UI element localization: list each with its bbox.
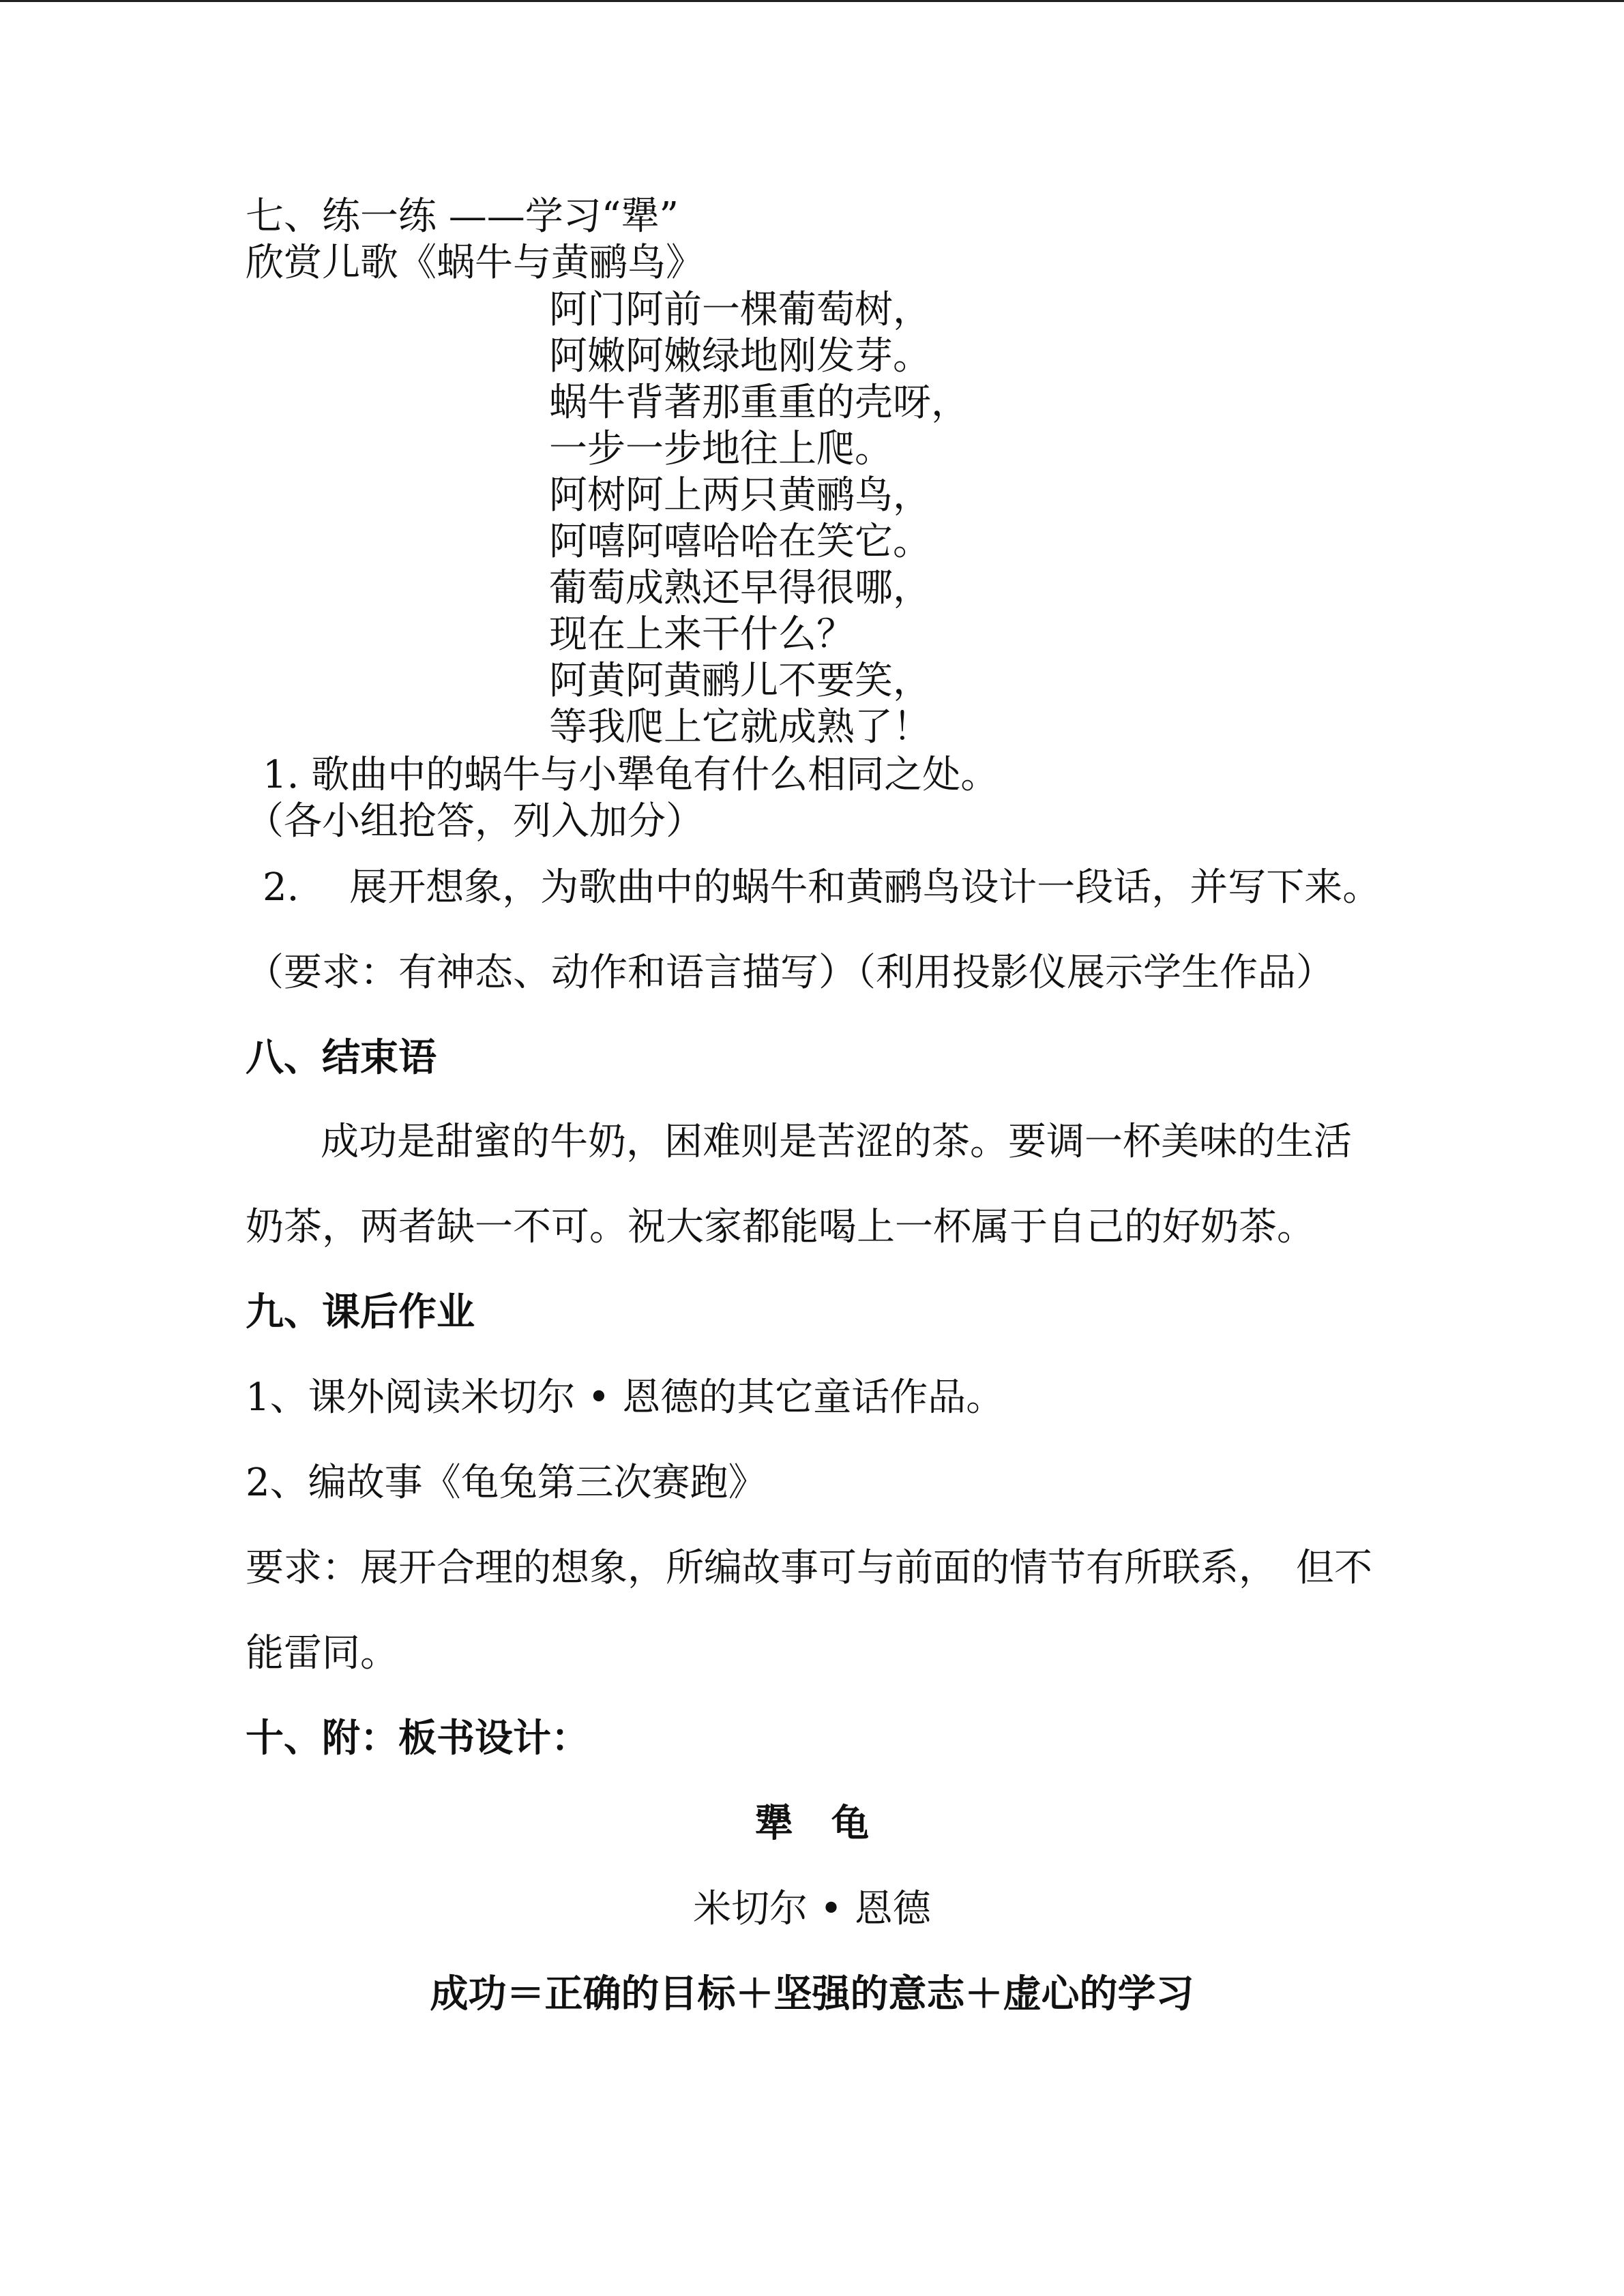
closing-paragraph-line: 奶茶，两者缺一不可。祝大家都能喝上一杯属于自己的好奶茶。: [246, 1205, 1315, 1249]
question-1-note: （各小组抢答，列入加分）: [246, 799, 704, 844]
question-2-note: （要求：有神态、动作和语言描写）（利用投影仪展示学生作品）: [246, 951, 1334, 995]
board-title: 犟 龟: [754, 1802, 870, 1846]
poem-line: 阿嫩阿嫩绿地刚发芽。: [549, 334, 931, 378]
closing-paragraph-line: 成功是甜蜜的牛奶，困难则是苦涩的茶。要调一杯美味的生活: [321, 1120, 1352, 1164]
section9-heading: 九、课后作业: [246, 1290, 475, 1335]
poem-line: 葡萄成熟还早得很哪，: [549, 566, 931, 610]
section7-subtitle: 欣赏儿歌《蜗牛与黄鹂鸟》: [246, 241, 704, 285]
section8-heading: 八、结束语: [246, 1036, 437, 1080]
poem-line: 阿黄阿黄鹂儿不要笑，: [549, 659, 931, 703]
poem-line: 等我爬上它就成熟了！: [549, 705, 931, 749]
poem-line: 阿树阿上两只黄鹂鸟，: [549, 473, 931, 518]
poem-line: 蜗牛背著那重重的壳呀，: [549, 381, 969, 425]
poem-line: 阿嘻阿嘻哈哈在笑它。: [549, 520, 931, 564]
poem-line: 现在上来干什么？: [549, 612, 855, 657]
homework-item-1: 1、课外阅读米切尔 • 恩德的其它童话作品。: [246, 1375, 1005, 1420]
section10-heading: 十、附：板书设计：: [246, 1716, 589, 1761]
homework-item-2: 2、编故事《龟兔第三次赛跑》: [246, 1461, 767, 1505]
section7-heading: 七、练一练 ——学习“犟”: [246, 194, 679, 239]
question-1: 1. 歌曲中的蜗牛与小犟龟有什么相同之处。: [263, 753, 999, 797]
homework-requirement-line: 能雷同。: [246, 1631, 398, 1675]
poem-line: 一步一步地往上爬。: [549, 427, 893, 471]
poem-line: 阿门阿前一棵葡萄树，: [549, 288, 931, 332]
homework-requirement-line: 要求：展开合理的想象，所编故事可与前面的情节有所联系， 但不: [246, 1546, 1372, 1590]
question-2: 2. 展开想象，为歌曲中的蜗牛和黄鹂鸟设计一段话，并写下来。: [263, 865, 1381, 910]
board-formula: 成功＝正确的目标＋坚强的意志＋虚心的学习: [430, 1972, 1194, 2016]
board-author: 米切尔 • 恩德: [693, 1887, 931, 1931]
